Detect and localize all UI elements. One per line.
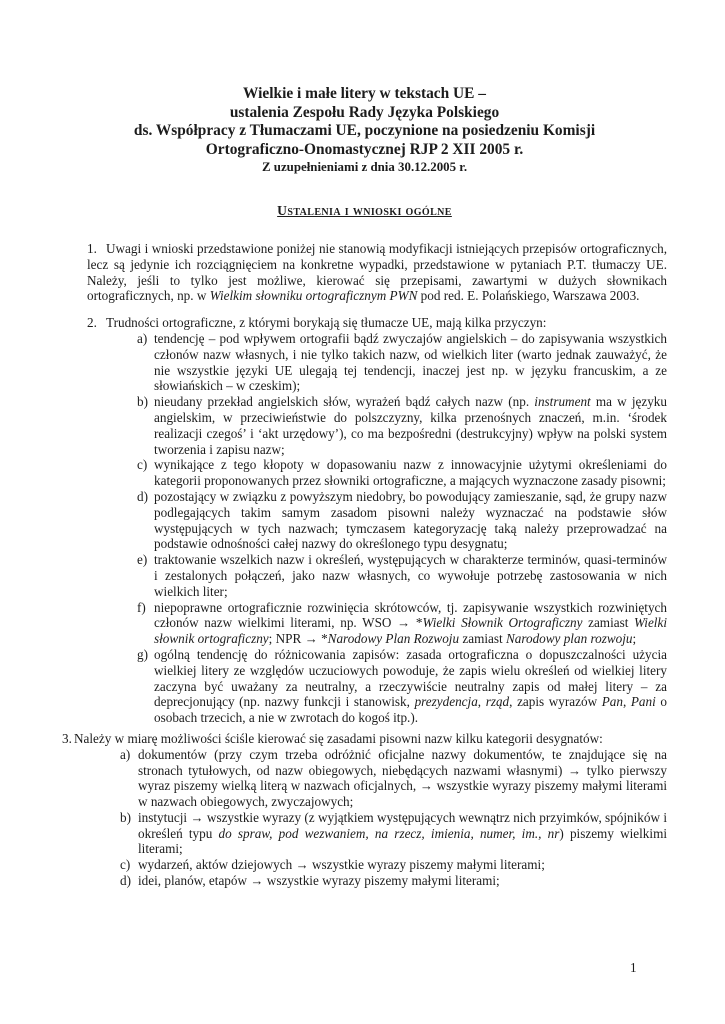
title-line: ds. Współpracy z Tłumaczami UE, poczynione na posiedzeniu Komisji [133, 122, 596, 139]
text-run: instytucji → wszystkie wyrazy (z wyjątkiem występujących wewnątrz nich przyimków, spójników i określeń typu [138, 809, 667, 841]
text-run: zamiast [582, 615, 635, 631]
subitem-marker: d) [120, 873, 131, 889]
text-run: traktowanie wszelkich nazw i określeń, występujących w charakterze terminów, quasi-terminów i zestalonych połączeń, jako nazw własnych, co wywołuje potrzebę zastosowania w nich wielkich liter; [154, 552, 667, 599]
italic-run: rząd [485, 694, 510, 710]
text-run: ; [632, 631, 637, 647]
list-item [62, 241, 667, 304]
text-run: Trudności ortograficzne, z którymi borykają się tłumacze UE, mają kilka przyczyn: [106, 315, 547, 331]
text-run: niepoprawne ortograficznie rozwinięcia skrótowców, tj. zapisywanie wszystkich rozwiniętych członów nazw wielkimi literami, np. WSO → * [154, 599, 667, 631]
subitem-paragraph [138, 857, 667, 873]
page-number: 1 [630, 960, 637, 975]
list-subitem [62, 747, 667, 810]
subitem-paragraph [138, 747, 667, 810]
list-item [62, 731, 667, 889]
subitem-list [62, 331, 667, 726]
list-subitem [62, 810, 667, 857]
list-subitem [62, 600, 667, 647]
list-subitem [62, 857, 667, 873]
title-line: ustalenia Zespołu Rady Języka Polskiego [229, 103, 500, 121]
text-run: pod red. E. Polańskiego, Warszawa 2003. [417, 288, 640, 304]
text-run: ma w języku angielskim, w przeciwieństwie do polszczyzny, kilka przenośnych znaczeń, m.in. ‘środek realizacji czegoś’ i ‘akt urzędowy’), co ma bezpośredni (destrukcyjny) wpływ na polski system tworzenia i zapisu nazw; [154, 394, 667, 457]
text-run: o osobach trzecich, a nie w zwrotach do kogoś itp.). [154, 694, 667, 726]
section-header: Ustalenia i wnioski ogólne [277, 203, 452, 218]
italic-run: instrument [534, 394, 591, 410]
subitem-marker: g) [137, 646, 148, 662]
list-item [62, 315, 667, 726]
text-run: tendencję – pod wpływem ortografii bądź zwyczajów angielskich – do zapisywania wszystkich członów nazw własnych, i nie tylko takich nazw, od wielkich liter (warto jednak zauważyć, że nie wszystkie języki UE ulegają tej tendencji, inaczej jest np. w języku francuskim, a ze słowiańskich – w czeskim); [154, 330, 667, 394]
item-marker: 1. [87, 241, 97, 256]
document-content [62, 85, 667, 889]
subitem-paragraph [154, 600, 667, 647]
list-subitem [62, 394, 667, 457]
title-line: Wielkie i małe litery w tekstach UE – [243, 85, 486, 102]
item-paragraph [62, 241, 667, 304]
text-run: Należy w miarę możliwości ściśle kierować się zasadami pisowni nazw kilku kategorii desygnatów: [74, 730, 603, 746]
ordered-list [62, 241, 667, 889]
subitem-paragraph [138, 873, 667, 889]
text-run: zamiast [459, 631, 506, 647]
amendment-line: Z uzupełnieniami z dnia 30.12.2005 r. [261, 160, 468, 174]
italic-run: Pan [601, 694, 623, 710]
list-subitem [62, 331, 667, 394]
subitem-paragraph [138, 810, 667, 857]
document-title [62, 85, 667, 159]
italic-run: do spraw, pod wezwaniem, na rzecz, imienia, numer, im., nr [218, 825, 560, 841]
text-run: dokumentów (przy czym trzeba odróżnić oficjalne nazwy dokumentów, te znajdujące się na stronach tytułowych, od nazw obiegowych, niebędących nazwami własnymi) → tylko pierwszy wyraz piszemy wielką literą w nazwach oficjalnych, → wszystkie wyrazy piszemy małymi literami w nazwach obiegowych, zwyczajowych; [138, 746, 667, 810]
subitem-paragraph [154, 647, 667, 726]
list-subitem [62, 457, 667, 489]
text-run: , zapis wyrazów [509, 694, 602, 710]
italic-run: Wielki słownik ortograficzny [154, 615, 667, 647]
italic-run: Narodowy plan rozwoju [505, 631, 633, 647]
text-run: , [622, 694, 631, 710]
item-paragraph [62, 731, 667, 747]
text-run: pozostający w związku z powyższym niedobry, bo powodujący zamieszanie, sąd, że grupy nazw podlegających takim samym zasadom pisowni należy wyznaczać na podstawie słów występujących w tych nazwach; tymczasem kategoryzację taką należy przeprowadzać na podstawie odnośności całej nazwy do określonego typu desygnatu; [154, 488, 667, 552]
subitem-marker: c) [137, 457, 148, 473]
title-line: Ortograficzno-Onomastycznej RJP 2 XII 2005 r. [205, 140, 524, 158]
list-subitem [62, 489, 667, 552]
text-run: idei, planów, etapów → wszystkie wyrazy piszemy małymi literami; [138, 873, 500, 889]
subitem-list [62, 747, 667, 889]
text-run: ) piszemy wielkimi literami; [138, 825, 667, 857]
subitem-paragraph [154, 489, 667, 552]
italic-run: Narodowy Plan Rozwoju [327, 631, 460, 647]
text-run: wydarzeń, aktów dziejowych → wszystkie wyrazy piszemy małymi literami; [138, 857, 545, 873]
list-subitem [62, 647, 667, 726]
italic-run: Wielki Słownik Ortograficzny [422, 615, 583, 631]
subitem-marker: a) [120, 746, 131, 762]
subitem-marker: a) [137, 330, 148, 346]
subitem-marker: f) [137, 599, 146, 615]
text-run: Uwagi i wnioski przedstawione poniżej nie stanowią modyfikacji istniejących przepisów ortograficznych, lecz są jedynie ich rozciągnięciem na konkretne wypadki, przedstawione w pytaniach P.T. tłumaczy UE. Należy, jeśli to tylko jest możliwe, kierować się przepisami, zawartymi w dużych słownikach ortograficznych, np. w [87, 241, 667, 304]
item-paragraph [62, 315, 667, 331]
list-subitem [62, 552, 667, 599]
subitem-paragraph [154, 552, 667, 599]
text-run: , [477, 694, 486, 710]
subitem-marker: d) [137, 488, 148, 504]
italic-run: prezydencja [414, 694, 478, 710]
subitem-paragraph [154, 457, 667, 489]
subitem-marker: c) [120, 857, 131, 873]
subitem-paragraph [154, 331, 667, 394]
item-marker: 3. [62, 730, 72, 746]
list-subitem [62, 873, 667, 889]
text-run: ; NPR → * [268, 631, 328, 647]
item-marker: 2. [87, 315, 97, 331]
text-run: wynikające z tego kłopoty w dopasowaniu nazw z innowacyjnie użytymi określeniami do kategorii proponowanych przez słowniki ortograficzne, a mających wyznaczone zasady pisowni; [154, 457, 667, 489]
text-run: ogólną tendencję do różnicowania zapisów: zasada ortograficzna o dopuszczalności użycia wielkiej litery ze względów uczuciowych powoduje, że zapis wielu określeń od wielkiej litery zaczyna być uważany za neutralny, a rzeczywiście neutralny zapis od małej litery – za deprecjonujący (np. nazwy funkcji i stanowisk, [154, 646, 667, 710]
subitem-marker: b) [137, 394, 148, 410]
italic-run: Pani [630, 694, 656, 710]
subitem-marker: b) [120, 809, 131, 825]
italic-run: Wielkim słowniku ortograficznym PWN [209, 288, 418, 304]
text-run: nieudany przekład angielskich słów, wyrażeń bądź całych nazw (np. [154, 394, 535, 410]
subitem-paragraph [154, 394, 667, 457]
subitem-marker: e) [137, 552, 148, 568]
